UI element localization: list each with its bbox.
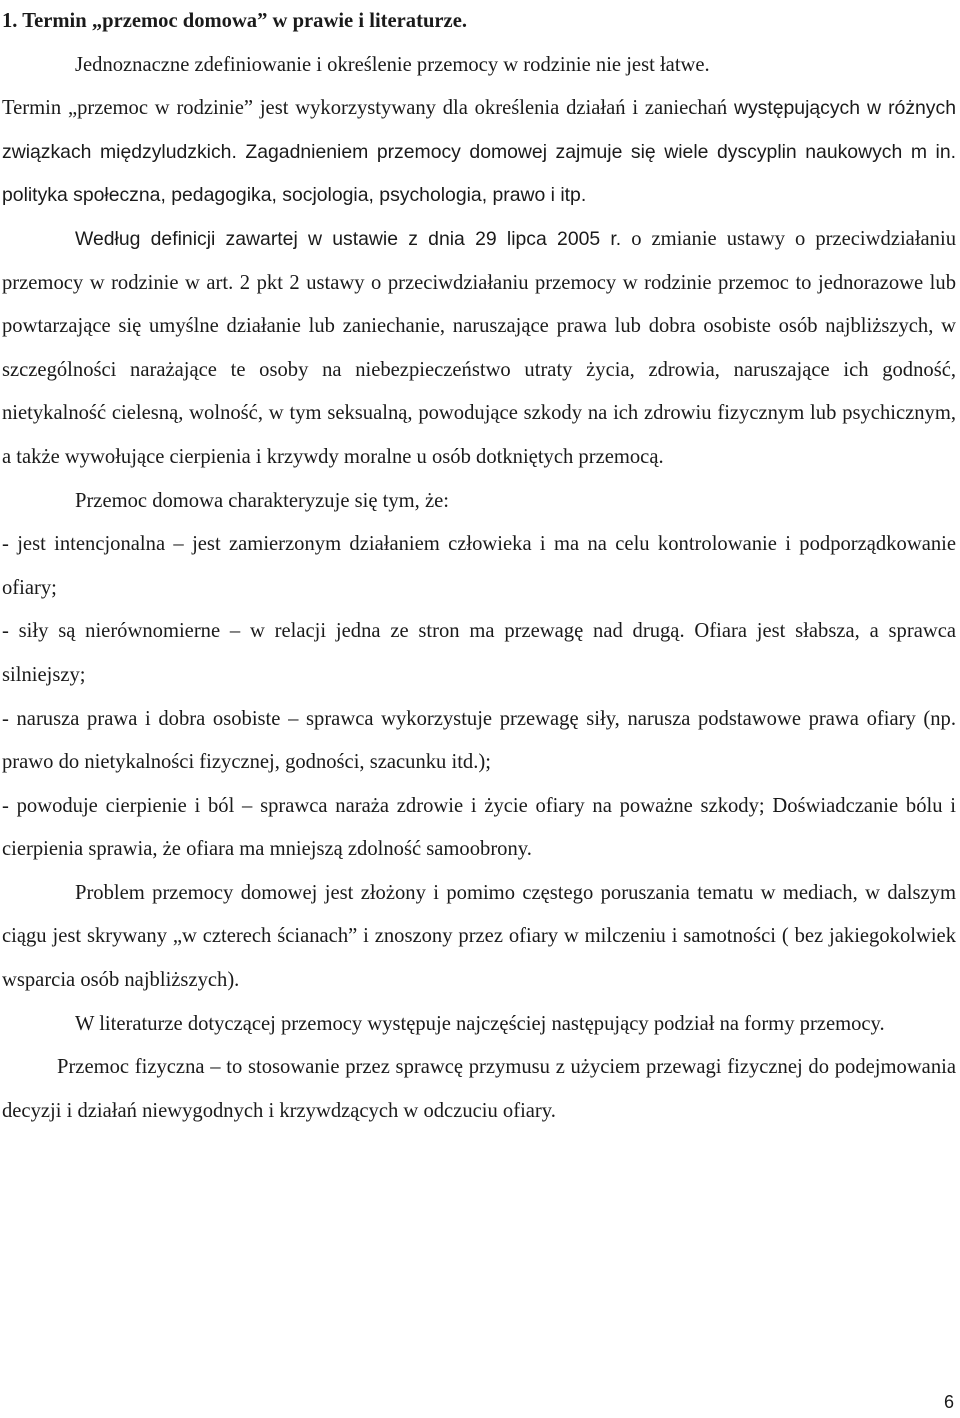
paragraph-physical-violence: Przemoc fizyczna – to stosowanie przez sprawcę przymusu z użyciem przewagi fizycznej do podejmowania decyzji i działań niewygodnych i krzywdzących w odczuciu ofiary. bbox=[2, 1056, 956, 1122]
list-item-unequal-forces: - siły są nierównomierne – w relacji jedna ze stron ma przewagę nad drugą. Ofiara jest słabsza, a sprawca silniejszy; bbox=[2, 620, 956, 686]
list-item-causes-pain: - powoduje cierpienie i ból – sprawca naraża zdrowie i życie ofiary na poważne szkody; Doświadczanie bólu i cierpienia sprawia, że ofiara ma mniejszą zdolność samoobrony. bbox=[2, 794, 956, 861]
paragraph-term bbox=[2, 87, 956, 218]
paragraph-term-serif: Termin „przemoc w rodzinie” jest wykorzystywany dla określenia działań i zaniechań bbox=[2, 97, 728, 120]
document-body bbox=[2, 0, 956, 1133]
paragraph-characteristics: Przemoc domowa charakteryzuje się tym, że: bbox=[75, 489, 449, 512]
paragraph-definition bbox=[2, 218, 956, 480]
paragraph-intro: Jednoznaczne zdefiniowanie i określenie przemocy w rodzinie nie jest łatwe. bbox=[75, 53, 710, 76]
paragraph-literature: W literaturze dotyczącej przemocy występuje najczęściej następujący podział na formy przemocy. bbox=[75, 1012, 885, 1035]
page-number: 6 bbox=[943, 1392, 954, 1412]
section-heading: 1. Termin „przemoc domowa” w prawie i literaturze. bbox=[2, 10, 467, 32]
list-item-intentional: - jest intencjonalna – jest zamierzonym działaniem człowieka i ma na celu kontrolowanie i podporządkowanie ofiary; bbox=[2, 533, 956, 599]
list-item-violates-rights: - narusza prawa i dobra osobiste – sprawca wykorzystuje przewagę siły, narusza podstawowe prawa ofiary (np. prawo do nietykalności fizycznej, godności, szacunku itd.); bbox=[2, 707, 956, 774]
paragraph-problem: Problem przemocy domowej jest złożony i pomimo częstego poruszania tematu w mediach, w dalszym ciągu jest skrywany „w czterech ścianach” i znoszony przez ofiary w milczeniu i samotności ( bez jakiegokolwiek wsparcia osób najbliższych). bbox=[2, 881, 956, 992]
paragraph-term-sans: występujących w różnych związkach międzyludzkich. Zagadnieniem przemocy domowej zajmuje się wiele dyscyplin naukowych m in. polityka społeczna, pedagogika, socjologia, psychologia, prawo i itp. bbox=[2, 97, 956, 207]
paragraph-definition-serif: o zmianie ustawy o przeciwdziałaniu przemocy w rodzinie w art. 2 pkt 2 ustawy o przeciwdziałaniu przemocy w rodzinie przemoc to jednorazowe lub powtarzające się umyślne działanie lub zaniechanie, naruszające prawa lub dobra osobiste osób najbliższych, w szczególności narażające te osoby na niebezpieczeństwo utraty życia, zdrowia, naruszające ich godność, nietykalność cielesną, wolność, w tym seksualną, powodujące szkody na ich zdrowiu fizycznym lub psychicznym, a także wywołujące cierpienia i krzywdy moralne u osób dotkniętych przemocą. bbox=[2, 227, 956, 468]
paragraph-definition-sans: Według definicji zawartej w ustawie z dnia 29 lipca 2005 r. bbox=[75, 227, 622, 250]
